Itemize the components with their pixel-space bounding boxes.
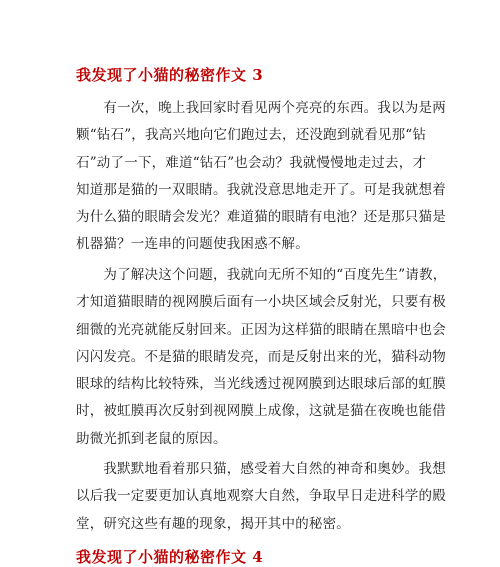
paragraph-1 <box>76 95 446 259</box>
paragraph-1-line: 机器猫？一连串的问题使我困惑不解。 <box>76 236 309 253</box>
paragraph-1-line: 知道那是猫的一双眼睛。我就没意思地走开了。可是我就想着 <box>76 181 446 198</box>
paragraph-2-line: 助微光抓到老鼠的原因。 <box>76 430 227 447</box>
paragraph-3-line: 以后我一定要更加认真地观察大自然，争取早日走进科学的殿 <box>76 488 446 505</box>
paragraph-1-line: 为什么猫的眼睛会发光？难道猫的眼睛有电池？还是那只猫是 <box>76 209 446 226</box>
paragraph-3-line: 我默默地看着那只猫，感受着大自然的神奇和奥妙。我想 <box>76 461 446 477</box>
paragraph-3-line: 堂，研究这些有趣的现象，揭开其中的秘密。 <box>76 515 350 532</box>
paragraph-1-line: 颗“钻石”，我高兴地向它们跑过去，还没跑到就看见那“钻 <box>76 127 427 144</box>
paragraph-2-line: 才知道猫眼睛的视网膜后面有一小块区域会反射光，只要有极 <box>76 294 446 311</box>
paragraph-1-line: 有一次，晚上我回家时看见两个亮亮的东西。我以为是两 <box>76 100 446 116</box>
paragraph-2-line: 为了解决这个问题，我就向无所不知的“百度先生”请教， <box>76 267 447 283</box>
paragraph-2-line: 眼球的结构比较特殊，当光线透过视网膜到达眼球后部的虹膜 <box>76 376 446 393</box>
paragraph-3 <box>76 456 446 538</box>
paragraph-2 <box>76 262 447 453</box>
essay-title-3: 我发现了小猫的秘密作文 3 <box>76 66 264 84</box>
paragraph-2-line: 闪闪发亮。不是猫的眼睛发亮，而是反射出来的光，猫科动物 <box>76 348 446 365</box>
paragraph-2-line: 细微的光亮就能反射回来。正因为这样猫的眼睛在黑暗中也会 <box>76 321 446 338</box>
paragraph-2-line: 时，被虹膜再次反射到视网膜上成像，这就是猫在夜晚也能借 <box>76 403 446 420</box>
paragraph-1-line: 石”动了一下，难道“钻石”也会动？我就慢慢地走过去，才 <box>76 154 427 171</box>
essay-title-4: 我发现了小猫的秘密作文 4 <box>76 548 264 566</box>
